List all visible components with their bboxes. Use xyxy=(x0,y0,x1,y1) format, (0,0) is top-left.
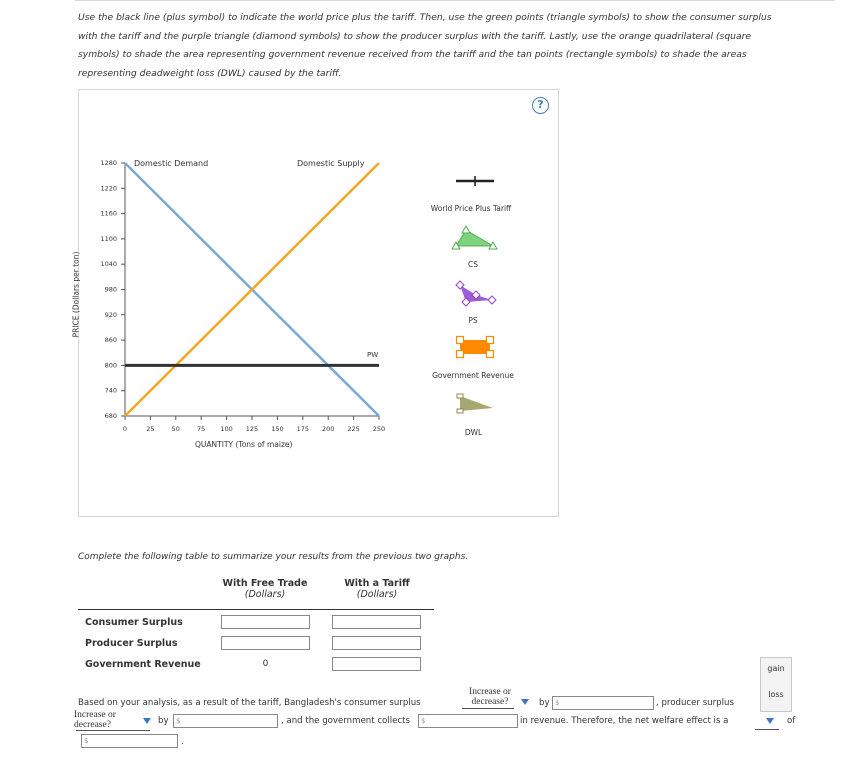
y-tick-label: 740 xyxy=(104,386,117,395)
col-header-free-trade xyxy=(215,578,315,600)
instruction-line: symbols) to shade the area representing government revenue received from the tariff and the tan points (rectangle symbols) to shade the areas xyxy=(78,49,747,60)
ps-change-dropdown-rule xyxy=(76,730,150,731)
welfare-dropdown-rule xyxy=(755,729,779,730)
y-tick-label: 1040 xyxy=(100,260,117,269)
col-title: With Free Trade xyxy=(222,578,308,589)
sentence-end: . xyxy=(181,737,184,747)
y-tick-label: 1160 xyxy=(100,209,117,218)
rectangle-marker-icon xyxy=(457,409,463,413)
cs-change-dropdown-rule xyxy=(462,708,514,709)
x-tick-label: 200 xyxy=(321,425,335,433)
triangle-marker-icon xyxy=(462,226,470,233)
net-welfare-input[interactable]: $ xyxy=(81,734,178,748)
gov-revenue-input[interactable]: $ xyxy=(418,714,518,728)
gov-revenue-free-trade-value: 0 xyxy=(262,659,269,669)
cs-tariff-input[interactable] xyxy=(332,615,421,629)
sentence-part3: , and the government collects xyxy=(281,716,410,726)
cs-free-trade-input[interactable] xyxy=(221,615,310,629)
sentence-part4: in revenue. Therefore, the net welfare effect is a xyxy=(520,716,729,726)
dropdown-text: Increase or decrease? xyxy=(74,710,116,730)
gov-revenue-tariff-input[interactable] xyxy=(332,657,421,671)
dwl-legend-shape xyxy=(460,396,493,411)
demand-label: Domestic Demand xyxy=(134,159,209,168)
y-tick-label: 860 xyxy=(104,336,117,345)
y-tick-label: 920 xyxy=(104,310,117,319)
x-tick-label: 50 xyxy=(171,425,180,433)
instruction-line: with the tariff and the purple triangle (diamond symbols) to show the producer surplus with the tariff. Lastly, use the orange quadrilateral (square xyxy=(78,30,752,42)
diamond-marker-icon xyxy=(488,296,496,304)
instruction-line: Use the black line (plus symbol) to indicate the world price plus the tariff. Then, use the green points (triangle symbols) to show the consumer surplus xyxy=(78,12,772,23)
cs-change-input[interactable]: $ xyxy=(552,696,654,710)
welfare-dropdown-options xyxy=(760,657,792,712)
dropdown-text: Increase or decrease? xyxy=(469,687,511,707)
option-gain[interactable]: gain xyxy=(767,664,785,673)
x-tick-label: 25 xyxy=(146,425,155,433)
x-tick-label: 225 xyxy=(347,425,360,433)
chevron-down-icon[interactable] xyxy=(521,699,529,705)
col-header-tariff xyxy=(327,578,427,600)
table-header-rule xyxy=(78,609,434,610)
square-marker-icon xyxy=(487,337,494,344)
row-label-gov-revenue: Government Revenue xyxy=(85,659,201,670)
row-label-cs: Consumer Surplus xyxy=(85,617,183,628)
y-tick-label: 980 xyxy=(104,285,117,294)
help-icon[interactable]: ? xyxy=(532,97,549,114)
square-marker-icon xyxy=(457,337,464,344)
x-tick-label: 150 xyxy=(271,425,284,433)
x-tick-label: 250 xyxy=(372,425,386,433)
col-unit: (Dollars) xyxy=(244,589,286,600)
ps-free-trade-input[interactable] xyxy=(221,636,310,650)
x-tick-label: 125 xyxy=(245,425,259,433)
square-marker-icon xyxy=(457,351,464,358)
y-tick-label: 1220 xyxy=(100,184,117,193)
ps-change-input[interactable]: $ xyxy=(173,714,278,728)
legend-label-gov-revenue: Government Revenue xyxy=(432,371,514,380)
sentence-part1: Based on your analysis, as a result of the tariff, Bangladesh's consumer surplus xyxy=(78,698,421,708)
col-title: With a Tariff xyxy=(344,578,410,589)
y-tick-label: 1280 xyxy=(100,159,117,167)
x-tick-label: 0 xyxy=(122,425,128,433)
x-tick-label: 75 xyxy=(197,425,206,433)
chevron-down-icon[interactable] xyxy=(143,718,151,724)
square-marker-icon xyxy=(487,351,494,358)
legend-label-cs: CS xyxy=(468,260,478,269)
y-tick-label: 680 xyxy=(104,412,117,420)
legend-label-ps: PS xyxy=(468,316,478,325)
y-tick-label: 800 xyxy=(104,361,117,370)
y-axis-title: PRICE (Dollars per ton) xyxy=(71,251,81,338)
table-prompt: Complete the following table to summarize your results from the previous two graphs. xyxy=(78,552,469,562)
by-label: by xyxy=(158,716,169,726)
x-tick-label: 175 xyxy=(296,425,310,433)
legend-label-world-price: World Price Plus Tariff xyxy=(430,204,512,213)
row-label-ps: Producer Surplus xyxy=(85,638,178,649)
y-tick-label: 1100 xyxy=(100,234,117,243)
legend-label-dwl: DWL xyxy=(464,428,483,437)
sentence-part5: of xyxy=(787,716,796,726)
ps-tariff-input[interactable] xyxy=(332,636,421,650)
rectangle-marker-icon xyxy=(457,394,463,398)
chevron-down-icon[interactable] xyxy=(766,718,774,724)
cs-change-dropdown-label[interactable] xyxy=(458,687,522,707)
sentence-part2: , producer surplus xyxy=(656,698,734,708)
x-tick-label: 100 xyxy=(220,425,233,433)
by-label: by xyxy=(539,698,550,708)
instruction-line: representing deadweight loss (DWL) caused by the tariff. xyxy=(78,67,342,79)
gov-revenue-legend-shape xyxy=(460,340,490,354)
cs-legend-shape xyxy=(456,230,493,246)
ps-change-dropdown-label[interactable] xyxy=(74,710,138,730)
supply-label: Domestic Supply xyxy=(297,159,365,168)
x-axis-title: QUANTITY (Tons of maize) xyxy=(195,440,293,449)
pw-label: PW xyxy=(367,351,379,359)
col-unit: (Dollars) xyxy=(356,589,398,600)
option-loss[interactable]: loss xyxy=(768,690,784,699)
